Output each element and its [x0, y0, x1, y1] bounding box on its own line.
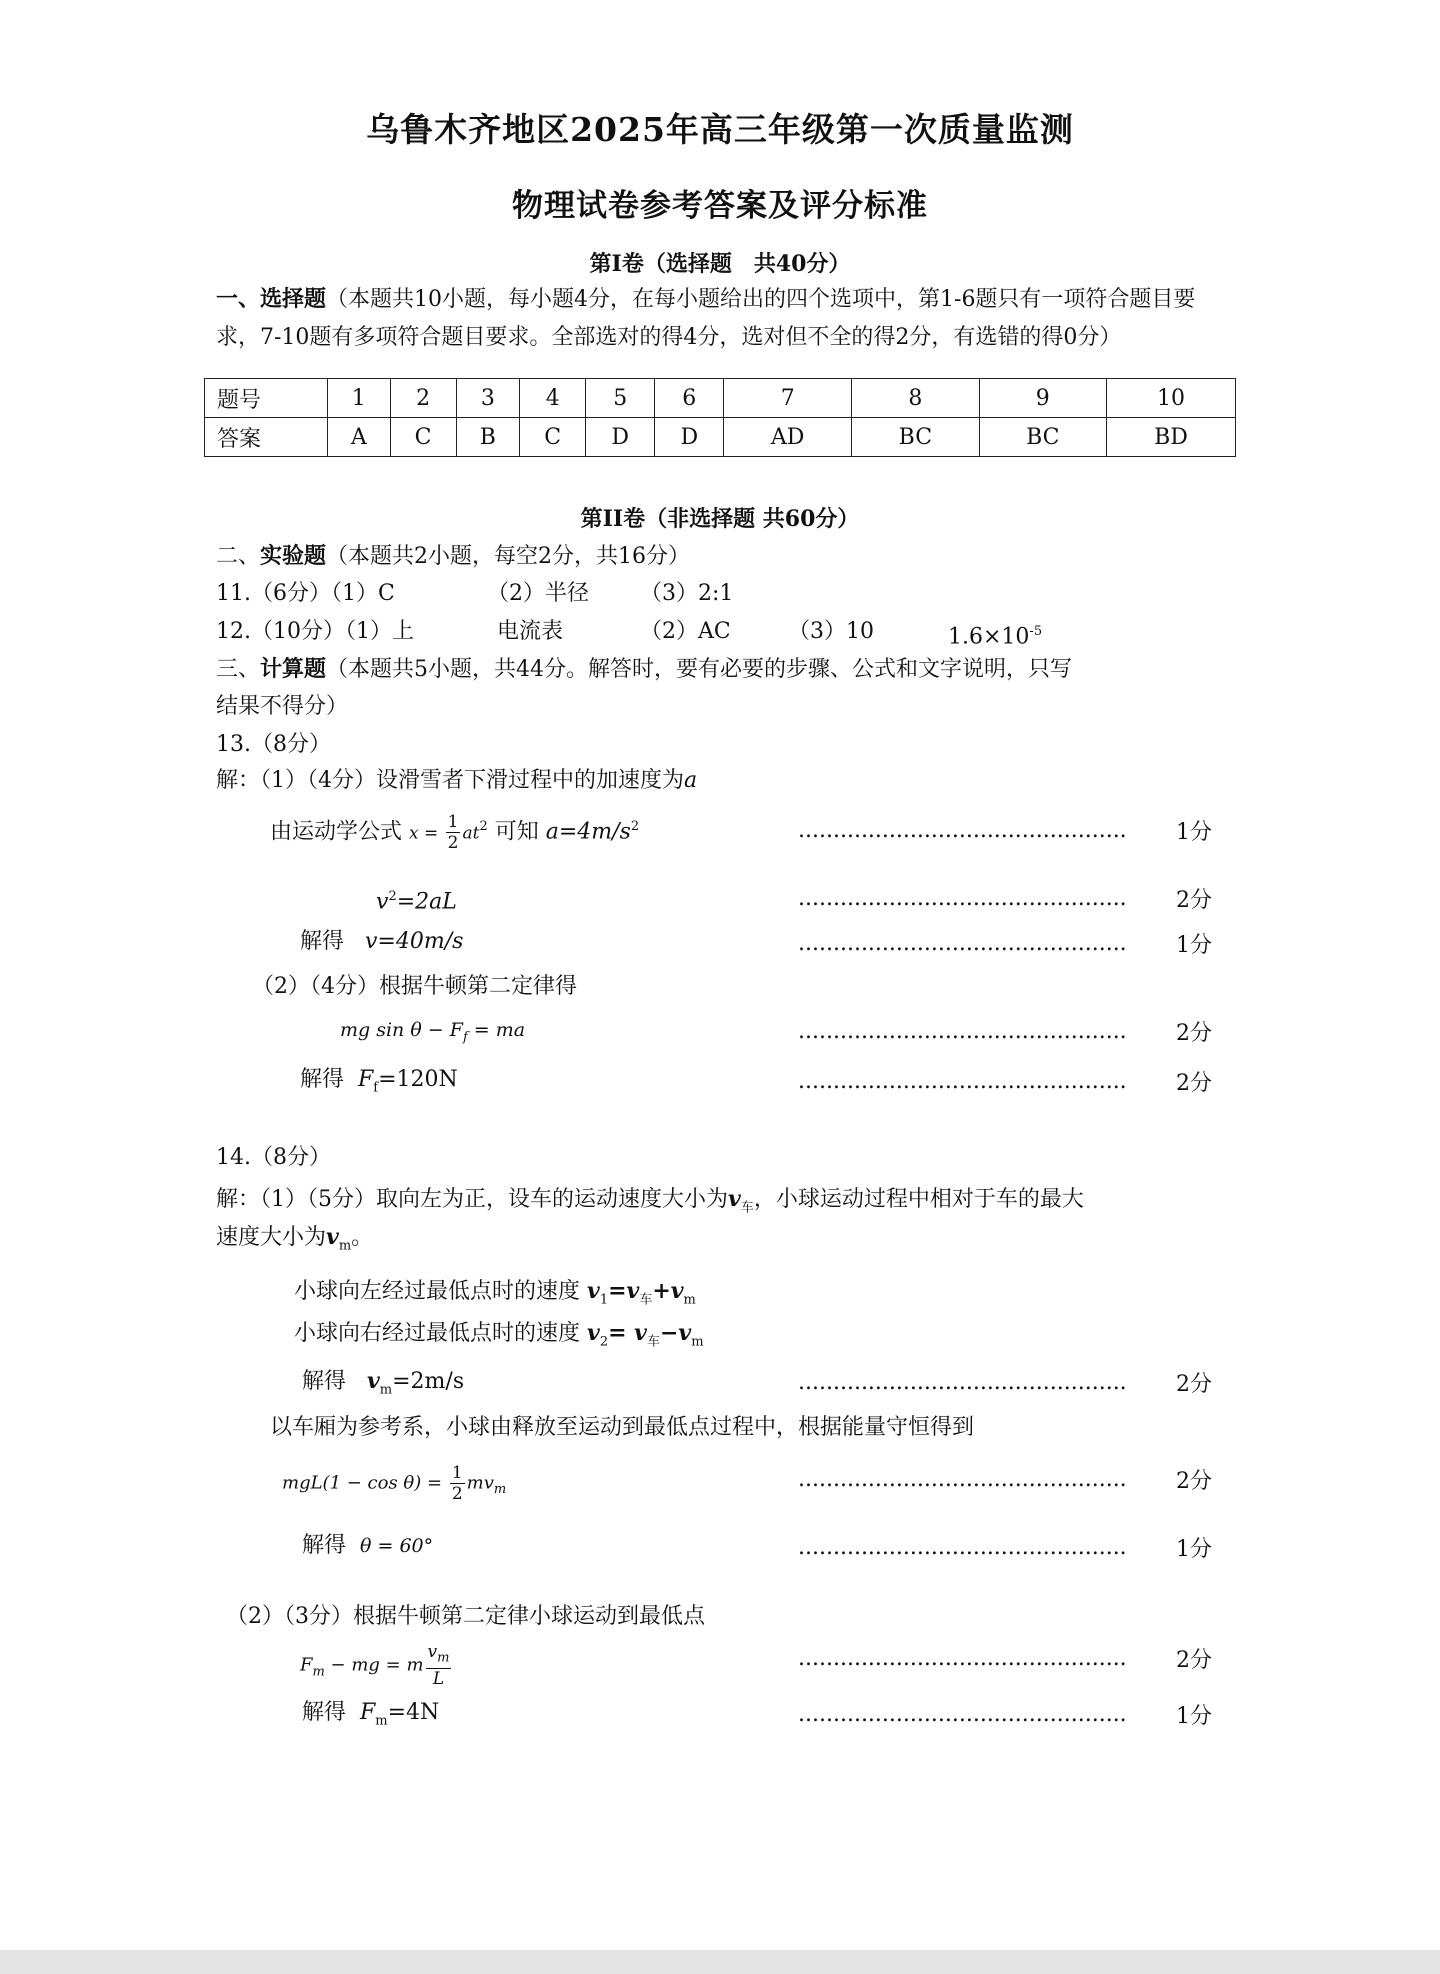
sub: m — [375, 1713, 388, 1729]
fraction-den: L — [432, 1669, 445, 1690]
result-var: F — [360, 1700, 376, 1725]
sub: 1 — [599, 1292, 609, 1308]
question-number-cell: 4 — [520, 379, 586, 418]
sub: m — [683, 1292, 696, 1308]
q11-answer-3: （3）2:1 — [640, 581, 734, 606]
q14-part2-text: （2）（3分）根据牛顿第二定律小球运动到最低点 — [226, 1604, 705, 1629]
answer-cell: AD — [724, 418, 852, 457]
fraction-den: 2 — [447, 832, 459, 853]
sub: 2 — [599, 1334, 609, 1350]
q13-result-1 — [300, 923, 463, 961]
choice-section-label: 一、选择题 — [216, 286, 327, 312]
fraction-den: 2 — [451, 1484, 463, 1504]
question-number-cell: 5 — [586, 379, 655, 418]
score: 1分 — [1176, 820, 1212, 845]
sub-car: 车 — [639, 1292, 653, 1308]
result-var: v — [367, 1368, 380, 1394]
formula-lhs: x = — [409, 823, 444, 844]
question-number-cell: 1 — [328, 379, 391, 418]
q12-answer-4-base: 1.6×10 — [948, 624, 1030, 650]
result-value: =120N — [378, 1067, 458, 1092]
q13-formula-1: 由运动学公式 x = $\frac{1}{2}$ $at^2$ 可知 $a=4m/s^2$ — [270, 811, 640, 853]
answer-cell: B — [456, 418, 520, 457]
dot-leader: ............................................... — [798, 1370, 1127, 1395]
formula-rest: = ma — [467, 1019, 526, 1041]
sub-m: m — [338, 1238, 352, 1254]
result-prefix: 解得 — [300, 929, 345, 954]
score: 1分 — [1176, 933, 1212, 958]
fraction-num: $v_m$ — [426, 1642, 452, 1669]
answer-cell: C — [520, 418, 586, 457]
q14-line-3: 以车厢为参考系，小球由释放至运动到最低点过程中，根据能量守恒得到 — [270, 1415, 975, 1440]
q12-head: 12.（10分）（1）上 — [216, 619, 414, 644]
formula-mid: − mg = m — [324, 1654, 424, 1676]
result-prefix: 解得 — [302, 1369, 347, 1394]
document-subtitle: 物理试卷参考答案及评分标准 — [512, 188, 928, 224]
text: 。 — [351, 1225, 374, 1250]
question-number-cell: 10 — [1107, 379, 1236, 418]
q14-result-1 — [302, 1362, 464, 1409]
dot-leader: ............................................... — [798, 818, 1127, 843]
q11-answer-2: （2）半径 — [487, 581, 589, 606]
sub: m — [312, 1664, 325, 1680]
var-v: v — [326, 1224, 339, 1250]
q12-answer-3: （3）10 — [788, 619, 874, 644]
q13-head: 13.（8分） — [216, 732, 331, 757]
q13-result-2 — [300, 1061, 458, 1107]
answer-cell: BD — [1107, 418, 1236, 457]
var: =v — [608, 1278, 640, 1304]
document-title: 乌鲁木齐地区2025年高三年级第一次质量监测 — [366, 110, 1074, 149]
var: v — [587, 1278, 600, 1304]
table-row — [205, 379, 1236, 418]
score: 1分 — [1176, 1704, 1212, 1729]
result-sub: f — [373, 1080, 379, 1096]
score: 2分 — [1176, 1469, 1212, 1494]
table-row — [205, 418, 1236, 457]
var: = v — [608, 1320, 647, 1346]
sub: m — [379, 1382, 393, 1398]
formula-lhs: mgL(1 − cos θ) = — [282, 1472, 448, 1494]
q13-formula-4 — [340, 1011, 525, 1057]
result-value: =4N — [387, 1700, 440, 1725]
dot-leader: ............................................... — [798, 1069, 1127, 1094]
q14-part1-label: 解：（1）（5分）取向左为正，设车的运动速度大小为 — [216, 1187, 728, 1212]
formula-rhs: at — [462, 823, 480, 844]
text: 小球向左经过最低点时的速度 — [294, 1279, 581, 1304]
question-number-cell: 7 — [724, 379, 852, 418]
q13-var-a: a — [684, 768, 698, 793]
result-prefix: 解得 — [300, 1067, 345, 1092]
fraction — [446, 812, 461, 853]
row-label-answer: 答案 — [205, 418, 328, 457]
formula-rest: =2aL — [396, 889, 457, 915]
calc-section-label: 计算题 — [260, 656, 327, 682]
q14-formula-1: mgL(1 − cos θ) = $\frac{1}{2}$ $mv_m$ — [282, 1463, 507, 1504]
q12-answer-2: （2）AC — [640, 619, 731, 644]
question-number-cell: 3 — [456, 379, 520, 418]
experiment-section-label: 实验题 — [260, 543, 327, 569]
sub-car: 车 — [740, 1200, 754, 1216]
question-number-cell: 2 — [390, 379, 456, 418]
q13-part2-text: （2）（4分）根据牛顿第二定律得 — [252, 974, 577, 999]
calc-section-intro — [216, 650, 1072, 689]
dot-leader: ............................................... — [798, 1535, 1127, 1560]
fraction-num-var: v — [427, 1642, 438, 1662]
section-number: 三、 — [216, 657, 261, 682]
fraction-num: 1 — [447, 811, 459, 832]
q13-formula-2: $v^2=2aL$ — [376, 889, 457, 915]
question-number-cell: 6 — [655, 379, 724, 418]
dot-leader: ............................................... — [798, 1019, 1127, 1044]
score: 2分 — [1176, 1372, 1212, 1397]
var: v — [587, 1320, 600, 1346]
text: 小球向右经过最低点时的速度 — [294, 1321, 581, 1346]
score: 2分 — [1176, 888, 1212, 913]
experiment-section-text: （本题共2小题，每空2分，共16分） — [326, 544, 691, 569]
dot-leader: ............................................... — [798, 931, 1127, 956]
q14-head: 14.（8分） — [216, 1145, 331, 1170]
answer-cell: D — [655, 418, 724, 457]
dot-leader: ............................................... — [798, 1646, 1127, 1671]
result-prefix: 解得 — [302, 1700, 347, 1725]
text: 速度大小为 — [216, 1225, 327, 1250]
calc-section-text-2: 结果不得分） — [216, 694, 349, 719]
formula-sub: f — [462, 1029, 468, 1045]
calc-section-text: （本题共5小题，共44分。解答时，要有必要的步骤、公式和文字说明，只写 — [326, 657, 1073, 682]
result-value: θ = 60° — [360, 1535, 434, 1557]
formula-result: a=4m/s — [545, 819, 631, 845]
q12-answer-1b: 电流表 — [497, 619, 564, 644]
q14-result-2 — [302, 1527, 433, 1565]
dot-leader: ............................................... — [798, 886, 1127, 911]
part2-heading: 第II卷（非选择题 共60分） — [580, 506, 860, 532]
choice-section-intro — [216, 280, 1226, 357]
result-value: v=40m/s — [365, 929, 464, 954]
fraction — [450, 1463, 465, 1504]
q13-part1-label: 解：（1）（4分）设滑雪者下滑过程中的加速度为 — [216, 768, 684, 793]
text: ，小球运动过程中相对于车的最大 — [753, 1187, 1084, 1212]
part1-heading: 第I卷（选择题 共40分） — [589, 251, 851, 277]
score: 2分 — [1176, 1021, 1212, 1046]
answer-cell: C — [390, 418, 456, 457]
formula-post: 可知 — [494, 819, 539, 845]
row-label-number: 题号 — [205, 379, 328, 418]
q11-head: 11.（6分）（1）C — [216, 581, 395, 606]
formula-lhs: mg sin θ − F — [340, 1019, 463, 1041]
answer-table — [204, 378, 1236, 457]
score: 2分 — [1176, 1071, 1212, 1096]
sub: m — [691, 1334, 704, 1350]
sub-car: 车 — [646, 1334, 660, 1350]
answer-cell: BC — [852, 418, 979, 457]
section-number: 二、 — [216, 544, 261, 569]
fraction-num: 1 — [451, 1463, 463, 1483]
fraction — [426, 1642, 452, 1689]
q14-part1-text-2 — [216, 1218, 373, 1265]
q14-formula-2 — [300, 1642, 453, 1691]
experiment-section-intro — [216, 537, 690, 576]
dot-leader: ............................................... — [798, 1467, 1127, 1492]
result-var: F — [358, 1067, 374, 1092]
formula-rhs: mv — [466, 1472, 494, 1494]
q14-line-1 — [294, 1272, 696, 1319]
dot-leader: ............................................... — [798, 1702, 1127, 1727]
var: +v — [652, 1278, 684, 1304]
result-prefix: 解得 — [302, 1533, 347, 1558]
var-v: v — [728, 1186, 741, 1212]
score: 1分 — [1176, 1537, 1212, 1562]
score: 2分 — [1176, 1648, 1212, 1673]
q14-line-2 — [294, 1314, 704, 1361]
formula-lhs: F — [300, 1654, 313, 1676]
q13-part1-text — [216, 762, 697, 800]
choice-section-text: （本题共10小题，每小题4分，在每小题给出的四个选项中，第1-6题只有一项符合题目要求，7-10题有多项符合题目要求。全部选对的得4分，选对但不全的得2分，有选错的得0分） — [216, 287, 1196, 350]
formula-var: v — [376, 889, 389, 915]
q14-result-3 — [302, 1694, 439, 1740]
page-bottom-edge — [0, 1950, 1440, 1974]
var: −v — [660, 1320, 692, 1346]
answer-cell: BC — [979, 418, 1106, 457]
result-value: =2m/s — [392, 1369, 465, 1394]
answer-cell: A — [328, 418, 391, 457]
question-number-cell: 8 — [852, 379, 979, 418]
question-number-cell: 9 — [979, 379, 1106, 418]
answer-cell: D — [586, 418, 655, 457]
q12-answer-4-exp: -5 — [1029, 624, 1043, 639]
formula-prefix: 由运动学公式 — [270, 819, 403, 845]
